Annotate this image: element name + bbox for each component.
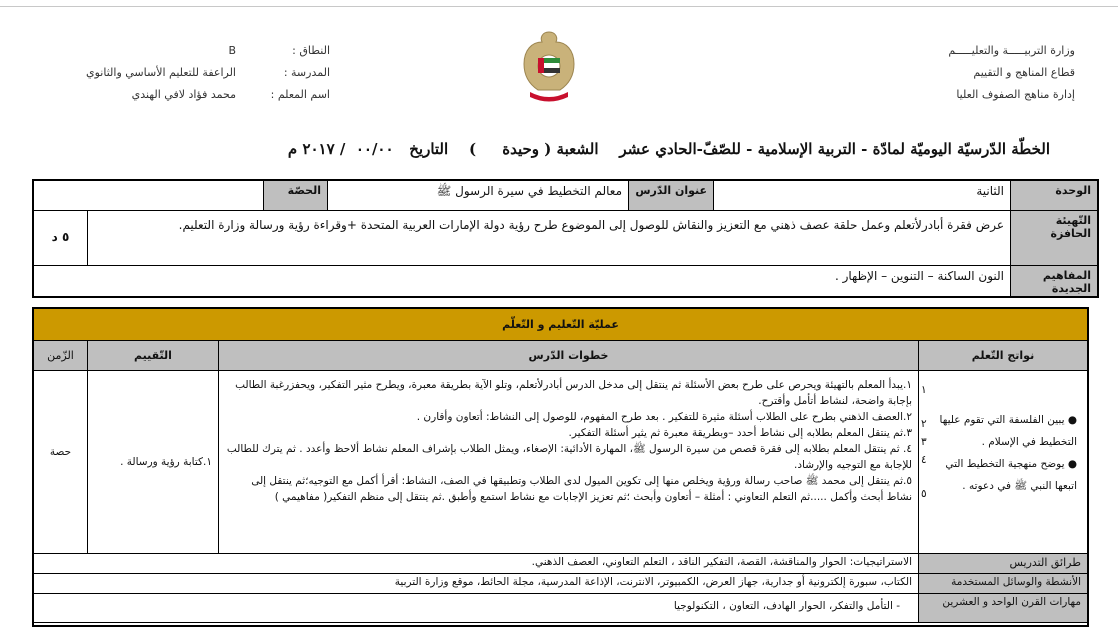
page-top-border [0, 6, 1118, 7]
outcome-item: ● يوضح منهجية التخطيط التي اتبعها النبي ﷺ في دعوته . [945, 458, 1077, 492]
school-label: المدرسة : [283, 66, 330, 79]
scope-label: النطاق : [292, 44, 330, 57]
assessment-header: التّقييم [87, 340, 219, 371]
sector-line: قطاع المناهج و التقييم [973, 66, 1075, 79]
step-item: ٥.ثم ينتقل إلى محمد ﷺ صاحب رسالة ورؤية ويخلص منها إلى تكوين الميول لدى الطلاب وتطبيقها في الصف، النشاط: أقرأ أكمل مع التوجيه؛ثم ينتقل إلى نشاط أبحث وأكمل .....ثم التعلم التعاوني : أمثلة – أتعاون وأبحث ؛ثم تعزيز الإجابات مع نشاط استمع وأطبق .ثم ينتقل إلى منظم التفكير( مفاهيمي ) [251, 475, 912, 503]
step-number: ٢ [921, 418, 927, 430]
period-label: الحصّة [263, 180, 328, 211]
time-header: الزّمن [33, 340, 88, 371]
step-number: ١ [921, 384, 927, 396]
step-item: ٢.العصف الذهني بطرح على الطلاب أسئلة مثيرة للتفكير . بعد طرح المفهوم، للوصول إلى النشاط: أتعاون وأقارن . [416, 411, 912, 423]
warmup-text: عرض فقرة أبادرلأتعلم وعمل حلقة عصف ذهني مع التعزيز والنقاش للوصول إلى الموضوع طرح رؤية دولة الإمارات العربية المتحدة +وقراءة رؤية ورسالة وزارة التعليم. [87, 210, 1011, 266]
time-cell: حصة [33, 370, 88, 554]
methods-label: طرائق التدريس [918, 553, 1088, 574]
unit-value: الثانية [713, 180, 1011, 211]
uae-emblem [518, 28, 580, 104]
warmup-time: ٥ د [33, 210, 88, 266]
resources-value: الكتاب، سبورة إلكترونية أو جدارية، جهاز العرض، الكمبيوتر، الانترنت، الإذاعة المدرسية، مجلة الحائط، موقع وزارة التربية [33, 573, 919, 594]
school-value: الراعفة للتعليم الأساسي والثانوي [86, 66, 236, 79]
period-value [33, 180, 264, 211]
steps-header: خطوات الدّرس [218, 340, 919, 371]
steps-cell [218, 370, 919, 554]
concepts-text: النون الساكنة – التنوين – الإظهار . [33, 265, 1011, 297]
concepts-label: المفاهيم الجديدة [1010, 265, 1098, 297]
skills-value: - التأمل والتفكر، الحوار الهادف، التعاون ، التكنولوجيا [33, 593, 919, 623]
step-item: ٣.ثم ينتقل المعلم بطلابه إلى نشاط أحدد –وبطريقة معبرة ثم يثير أسئلة التفكير. [568, 427, 912, 439]
assessment-cell: ١.كتابة رؤية ورسالة . [87, 370, 219, 554]
lesson-value: معالم التخطيط في سيرة الرسول ﷺ [327, 180, 629, 211]
outcome-item: ● يبين الفلسفة التي تقوم عليها التخطيط في الإسلام . [939, 414, 1077, 448]
resources-label: الأنشطة والوسائل المستخدمة [918, 573, 1088, 594]
methods-value: الاستراتيجيات: الحوار والمناقشة، القصة، التفكير الناقد ، التعلم التعاوني، العصف الذهني. [33, 553, 919, 574]
plan-title: الخطّة الدّرسيّة اليوميّة لمادّة - التربية الإسلامية - للصّفّ-الحادي عشر الشعبة ( وحيدة ) التاريخ ٠٠/٠٠ / ٢٠١٧ م [287, 140, 1050, 158]
step-number: ٥ [921, 488, 927, 500]
lesson-label: عنوان الدّرس [628, 180, 714, 211]
step-number: ٤ [921, 454, 927, 466]
process-title: عمليّة التّعليم و التّعلّم [33, 308, 1088, 341]
step-item: ٤. ثم ينتقل المعلم بطلابه إلى فقرة قصص من سيرة الرسول ﷺ، المهارة الأدائية: الإصغاء، ويمثل الطلاب بإشراف المعلم نشاط ألاحظ وأعدد . ثم يترك للطالب للإجابة مع التوجيه والإرشاد. [226, 443, 912, 471]
info-values [86, 40, 236, 106]
outcomes-cell [918, 370, 1088, 554]
skills-label: مهارات القرن الواحد و العشرين [918, 593, 1088, 623]
unit-label: الوحدة [1010, 180, 1098, 211]
outcomes-header: نواتج التّعلم [918, 340, 1088, 371]
warmup-label: التّهيئة الحافزة [1010, 210, 1098, 266]
step-numbers [921, 385, 931, 535]
step-number: ٣ [921, 436, 927, 448]
step-item: ١.يبدأ المعلم بالتهيئة ويحرص على طرح بعض الأسئلة ثم ينتقل إلى مدخل الدرس أبادرلأتعلم، وتلو الآية بطريقة معبرة، ويطرح مثير التفكير، ويحفزرغبة الطالب بإجابة واضحة، لنشاط أتأمل وأقترح. [235, 379, 912, 407]
info-labels [270, 40, 330, 106]
department-line: إدارة مناهج الصفوف العليا [956, 88, 1075, 101]
ministry-header [948, 40, 1075, 106]
teacher-value: محمد فؤاد لافي الهندي [131, 88, 236, 101]
teacher-label: اسم المعلم : [270, 88, 330, 101]
scope-value: B [228, 44, 236, 57]
ministry-line: وزارة التربيـــــة والتعليـــــم [948, 44, 1075, 57]
